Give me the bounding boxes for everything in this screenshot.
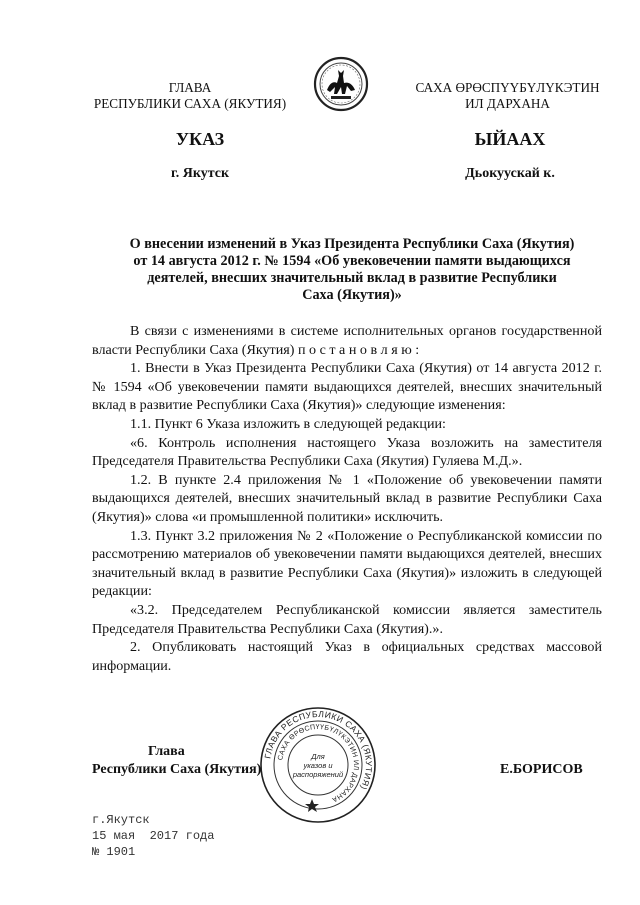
- decree-type-russian: УКАЗ: [175, 129, 225, 149]
- coat-of-arms-emblem-icon: [313, 56, 369, 112]
- stamp-star-icon: [305, 799, 319, 812]
- paragraph-item-1-2: 1.2. В пункте 2.4 приложения № 1 «Положение об увековечении памяти выдающихся деятелей, внесших значительный вклад в развитие Республики Саха (Якутия)» слова «и промышленной политики» исключить.: [92, 471, 602, 525]
- header-right-line1: САХА ӨРӨСПҮҮБҮЛҮКЭТИН: [415, 80, 600, 95]
- footer-date: 15 мая 2017 года: [92, 829, 215, 843]
- registration-footer: [92, 812, 214, 860]
- official-seal-stamp: [258, 705, 378, 825]
- stamp-center-line3: распоряжений: [292, 770, 344, 779]
- signatory-title-line1: Глава: [148, 744, 185, 759]
- stamp-center-line1: Для: [311, 752, 325, 761]
- stamp-center-line2: указов и: [303, 761, 333, 770]
- decree-body: [92, 322, 602, 675]
- footer-number: № 1901: [92, 845, 136, 859]
- city-yakut: Дьокуускай к.: [465, 166, 555, 181]
- signatory-title-line2: Республики Саха (Якутия): [92, 762, 262, 777]
- stamp-outer-text: ГЛАВА РЕСПУБЛИКИ САХА (ЯКУТИЯ): [262, 708, 375, 792]
- footer-city: г.Якутск: [92, 813, 150, 827]
- title-line: О внесении изменений в Указ Президента Республики Саха (Якутия): [129, 236, 575, 252]
- decree-title: [92, 236, 612, 304]
- paragraph-item-1: 1. Внести в Указ Президента Республики Саха (Якутия) от 14 августа 2012 г. № 1594 «Об увековечении памяти выдающихся деятелей, внесших значительный вклад в развитие Республики Саха (Якутия)» следующие изменения:: [92, 360, 602, 414]
- header-left-line1: ГЛАВА: [168, 80, 212, 95]
- city-russian: г. Якутск: [170, 166, 230, 181]
- signatory-name: Е.БОРИСОВ: [500, 762, 583, 777]
- decree-type-yakut: ЫЙААХ: [474, 129, 546, 149]
- header-left: [80, 80, 300, 112]
- title-line: Саха (Якутия)»: [302, 287, 402, 303]
- stamp-inner-text: САХА ӨРӨСПҮҮБҮЛҮКЭТИН ИЛ ДАРХАНА: [277, 723, 360, 803]
- header-left-line2: РЕСПУБЛИКИ САХА (ЯКУТИЯ): [93, 96, 287, 111]
- title-line: от 14 августа 2012 г. № 1594 «Об увековечении памяти выдающихся: [133, 253, 571, 269]
- paragraph-item-1-3: 1.3. Пункт 3.2 приложения № 2 «Положение о Республиканской комиссии по рассмотрению материалов об увековечении памяти выдающихся деятелей, внесших значительный вклад в развитие Республики Саха (Якутия)» изложить в следующей редакции:: [92, 527, 602, 600]
- paragraph-preamble: В связи с изменениями в системе исполнительных органов государственной власти Республики Саха (Якутия) п о с т а н о в л я ю :: [92, 323, 602, 358]
- paragraph-item-2: 2. Опубликовать настоящий Указ в официальных средствах массовой информации.: [92, 639, 602, 674]
- header-right-line2: ИЛ ДАРХАНА: [465, 96, 550, 111]
- header-right: [395, 80, 620, 112]
- paragraph-item-1-3-text: «3.2. Председателем Республиканской комиссии является заместитель Председателя Правительства Республики Саха (Якутия).».: [92, 601, 602, 637]
- title-line: деятелей, внесших значительный вклад в развитие Республики: [147, 270, 557, 286]
- paragraph-item-1-1-text: «6. Контроль исполнения настоящего Указа возложить на заместителя Председателя Правительства Республики Саха (Якутия) Гуляева М.Д.».: [92, 434, 602, 470]
- paragraph-item-1-1: 1.1. Пункт 6 Указа изложить в следующей редакции:: [130, 415, 446, 432]
